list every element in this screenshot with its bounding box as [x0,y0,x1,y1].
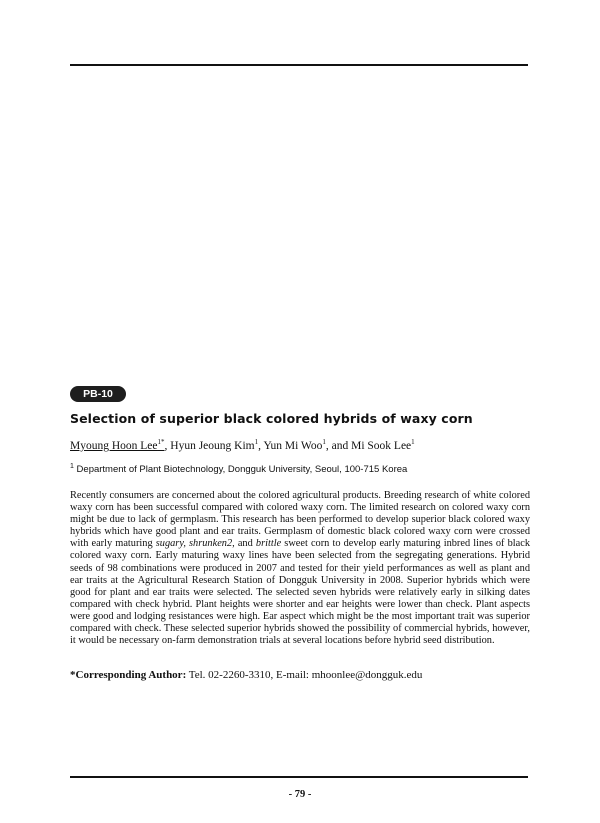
author-name [70,440,165,452]
corresponding-author-label: *Corresponding Author: [70,669,187,681]
author-separator: , and [325,440,352,452]
author-superscript: 1* [157,438,165,447]
section-code-badge: PB-10 [70,386,126,402]
corresponding-author [70,669,530,681]
author-superscript: 1 [254,438,259,447]
abstract-paragraph [70,490,530,647]
abstract-text: sweet corn to develop early maturing inbred lines of black colored waxy corn. Early maturing waxy lines have been selected from the segregating generations. Hybrid seeds of 98 combinations were produced in 2007 and tested for their yield performances as well as plant and ear traits at the Agricultural Research Station of Dongguk University in 2008. Superior hybrids which were good for plant and ear traits were selected. The selected seven hybrids were relatively early in silking dates compared with check hybrid. Plant heights were shorter and ear heights were lower than check. Plant aspects were good and lodging resistances were high. Ear aspect which might be the most important trait was superior compared with check. These selected superior hybrids showed the possibility of commercial hybrids, however, it would be necessary on-farm demonstration trials at several locations before hybrid seed distribution. [70,538,531,647]
abstract [70,490,530,647]
author-name: Mi Sook Lee [351,440,412,452]
affiliation-superscript: 1 [70,462,74,470]
top-rule [70,64,528,66]
abstract-text: Recently consumers are concerned about the colored agricultural products. Breeding research of white colored waxy corn has been successful compared with colored waxy corn. The limited research on colored waxy corn might be due to lack of germplasm. This research has been performed to develop superior black colored waxy hybrids which have good plant and ear traits. Germplasm of domestic black colored waxy corn were crossed with early maturing [70,490,530,550]
author-superscript: 1 [411,438,415,447]
author-separator: , [164,440,171,452]
corresponding-author-contact: Tel. 02-2260-3310, E-mail: mhoonlee@dongguk.edu [186,669,423,681]
affiliation-text: Department of Plant Biotechnology, Dongguk University, Seoul, 100-715 Korea [73,464,408,475]
author-name-text: Myoung Hoon Lee [70,440,158,452]
page-number: - 79 - [288,789,312,800]
abstract-italic-text: brittle [255,538,282,550]
paper-title: Selection of superior black colored hybrids of waxy corn [70,411,473,426]
affiliation [70,464,530,475]
author-name: Yun Mi Woo [263,440,323,452]
abstract-text: and [234,538,256,550]
author-name: Hyun Jeoung Kim [170,440,255,452]
author-separator: , [258,440,264,452]
author-list [70,440,530,452]
author-superscript: 1 [322,438,326,447]
abstract-italic-text: sugary, shrunken2, [155,538,235,550]
bottom-rule [70,776,528,778]
